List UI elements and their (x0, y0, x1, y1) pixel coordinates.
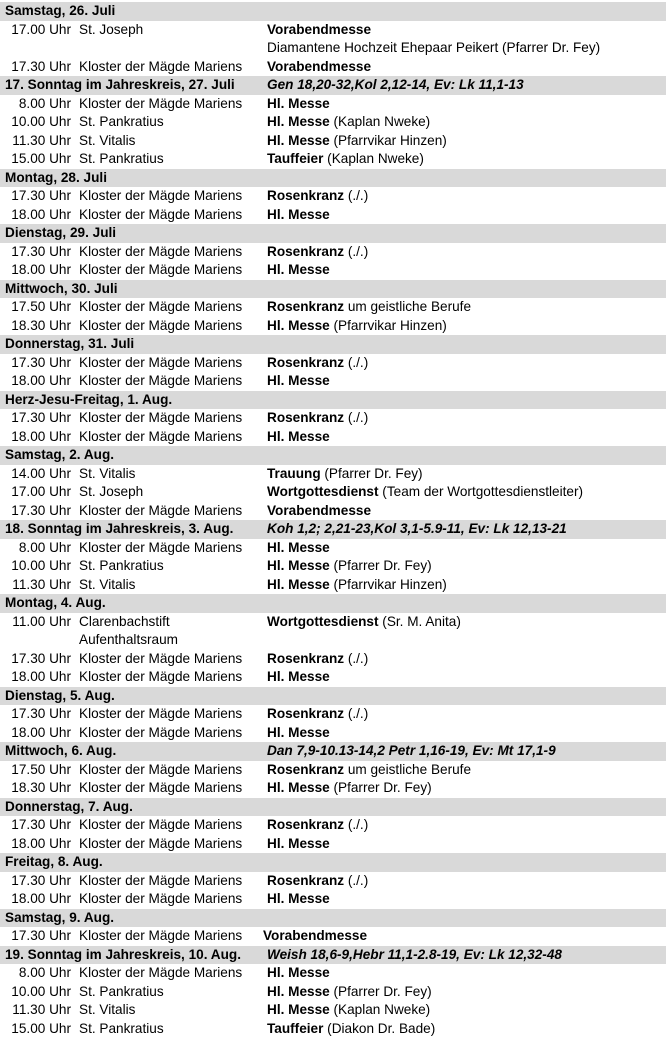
entry-time: 18.00 Uhr (11, 206, 71, 222)
entry-event-detail: (./.) (344, 706, 369, 721)
entry-place: Kloster der Mägde Mariens (79, 928, 243, 943)
entry-event-title: Hl. Messe (267, 558, 330, 573)
schedule-entry (0, 539, 666, 558)
entry-event (267, 539, 330, 558)
entry-time: 17.30 Uhr (11, 928, 71, 943)
day-title: Dienstag, 29. Juli (5, 225, 117, 240)
entry-place: St. Vitalis (79, 576, 136, 592)
entry-event-title: Vorabendmesse (267, 502, 372, 518)
day-header (0, 594, 666, 613)
entry-event (267, 428, 330, 447)
entry-place: Kloster der Mägde Mariens (79, 354, 243, 370)
entry-time: 18.00 Uhr (11, 891, 71, 906)
entry-time: 15.00 Uhr (11, 1020, 71, 1036)
entry-event-title: Trauung (267, 465, 321, 481)
day-readings: Dan 7,9-10.13-14,2 Petr 1,16-19, Ev: Mt 17,1-9 (267, 743, 556, 758)
day-readings: Weish 18,6-9,Hebr 11,1-2.8-19, Ev: Lk 12,32-48 (267, 946, 562, 962)
entry-place: Kloster der Mägde Mariens (79, 428, 243, 444)
entry-time: 10.00 Uhr (11, 114, 71, 129)
entry-event (267, 21, 371, 40)
entry-event-title: Hl. Messe (267, 95, 330, 111)
entry-event-detail: (Sr. M. Anita) (378, 613, 461, 629)
entry-place: Kloster der Mägde Mariens (79, 410, 243, 425)
entry-time: 17.30 Uhr (11, 188, 71, 203)
entry-event-detail: (./.) (344, 410, 369, 425)
entry-place: Kloster der Mägde Mariens (79, 817, 243, 832)
entry-event-title: Hl. Messe (267, 780, 330, 795)
entry-event (267, 187, 368, 206)
day-title: Samstag, 9. Aug. (5, 909, 115, 925)
entry-event (267, 317, 447, 336)
day-header (0, 224, 666, 243)
entry-event-title: Hl. Messe (267, 835, 330, 851)
entry-event (267, 668, 330, 687)
entry-time: 18.30 Uhr (11, 317, 71, 333)
day-title: Montag, 4. Aug. (5, 595, 106, 610)
entry-time: 17.30 Uhr (11, 650, 71, 666)
entry-place: Kloster der Mägde Mariens (79, 650, 243, 666)
schedule-entry (0, 409, 666, 428)
entry-time: 17.30 Uhr (11, 410, 71, 425)
schedule-entry (0, 557, 666, 576)
day-header (0, 853, 666, 872)
entry-event (267, 132, 447, 151)
entry-place: Kloster der Mägde Mariens (79, 872, 243, 888)
entry-time: 17.30 Uhr (11, 502, 71, 518)
entry-event (267, 261, 330, 280)
schedule-entry (0, 95, 666, 114)
entry-time: 8.00 Uhr (18, 965, 71, 980)
entry-time: 11.30 Uhr (12, 1002, 71, 1017)
entry-event-title: Rosenkranz (267, 354, 345, 370)
entry-event (267, 761, 471, 780)
day-title: Samstag, 2. Aug. (5, 447, 115, 462)
schedule-entry (0, 243, 666, 262)
entry-event-title: Hl. Messe (267, 539, 330, 555)
entry-event (267, 576, 447, 595)
schedule-entry (0, 261, 666, 280)
entry-time: 17.00 Uhr (11, 21, 71, 37)
entry-time: 18.00 Uhr (11, 724, 71, 740)
entry-place: Kloster der Mägde Mariens (79, 188, 243, 203)
entry-event-title: Wortgottesdienst (267, 484, 379, 499)
entry-time: 18.00 Uhr (11, 262, 71, 277)
day-title: 17. Sonntag im Jahreskreis, 27. Juli (5, 77, 235, 92)
entry-event (267, 724, 330, 743)
entry-place: St. Pankratius (79, 114, 164, 129)
entry-event (267, 1001, 430, 1020)
entry-event (267, 705, 368, 724)
entry-place: Kloster der Mägde Mariens (79, 965, 243, 980)
entry-place: Kloster der Mägde Mariens (79, 317, 243, 333)
schedule-entry (0, 576, 666, 595)
entry-event-title: Tauffeier (267, 151, 324, 166)
day-title: 18. Sonntag im Jahreskreis, 3. Aug. (5, 521, 234, 536)
entry-event-title: Hl. Messe (267, 669, 330, 684)
day-title: Montag, 28. Juli (5, 169, 107, 185)
entry-time: 18.00 Uhr (11, 373, 71, 388)
day-title: Mittwoch, 30. Juli (5, 280, 118, 296)
schedule-entry (0, 354, 666, 373)
entry-place: Kloster der Mägde Mariens (79, 780, 243, 795)
schedule-entry (0, 187, 666, 206)
entry-event-title: Rosenkranz (267, 706, 345, 721)
entry-time: 18.30 Uhr (11, 780, 71, 795)
entry-time: 18.00 Uhr (11, 428, 71, 444)
entry-event-detail: (./.) (344, 817, 369, 832)
entry-place: Kloster der Mägde Mariens (79, 835, 243, 851)
schedule-entry (0, 650, 666, 669)
entry-event (267, 872, 368, 891)
entry-event (267, 95, 330, 114)
schedule-entry (0, 613, 666, 632)
entry-event (267, 890, 330, 909)
entry-event (267, 779, 432, 798)
day-header (0, 520, 666, 539)
entry-place: St. Pankratius (79, 1020, 164, 1036)
entry-event (267, 465, 423, 484)
schedule-entry (0, 206, 666, 225)
entry-event-detail: (Pfarrvikar Hinzen) (329, 576, 447, 592)
entry-event (267, 483, 583, 502)
day-header (0, 2, 666, 21)
day-header (0, 909, 666, 928)
entry-event-title: Hl. Messe (267, 206, 330, 222)
day-header (0, 76, 666, 95)
entry-time: 10.00 Uhr (11, 983, 71, 999)
entry-event-detail: (Pfarrvikar Hinzen) (329, 132, 447, 148)
entry-time: 17.50 Uhr (11, 299, 71, 314)
schedule-entry (0, 502, 666, 521)
schedule-entry (0, 631, 666, 650)
entry-place: Kloster der Mägde Mariens (79, 206, 243, 222)
entry-event-title: Vorabendmesse (263, 928, 368, 943)
entry-time: 11.30 Uhr (12, 132, 71, 148)
entry-time: 17.30 Uhr (11, 817, 71, 832)
entry-event (267, 502, 371, 521)
entry-event-title: Hl. Messe (267, 317, 330, 333)
entry-event (267, 983, 432, 1002)
entry-event (267, 113, 430, 132)
entry-time: 17.30 Uhr (11, 706, 71, 721)
entry-time: 14.00 Uhr (11, 465, 71, 481)
entry-event-detail: (Kaplan Nweke) (323, 151, 424, 166)
entry-event-detail: um geistliche Berufe (344, 299, 471, 314)
entry-event-title: Hl. Messe (267, 132, 330, 148)
entry-place: Kloster der Mägde Mariens (79, 299, 243, 314)
entry-event-title: Vorabendmesse (267, 21, 372, 37)
entry-time: 8.00 Uhr (18, 95, 71, 111)
schedule-entry (0, 890, 666, 909)
schedule-entry (0, 150, 666, 169)
entry-place: St. Vitalis (79, 1002, 136, 1017)
entry-time: 11.00 Uhr (12, 613, 71, 629)
schedule-entry (0, 668, 666, 687)
entry-time: 17.50 Uhr (11, 761, 71, 777)
entry-event (267, 298, 471, 317)
entry-place: St. Pankratius (79, 151, 164, 166)
day-title: Mittwoch, 6. Aug. (5, 743, 117, 758)
entry-event-title: Vorabendmesse (267, 58, 372, 74)
day-readings: Gen 18,20-32,Kol 2,12-14, Ev: Lk 11,1-13 (267, 77, 524, 92)
entry-event-detail: (Diakon Dr. Bade) (323, 1020, 436, 1036)
day-header (0, 335, 666, 354)
entry-event (267, 354, 368, 373)
entry-event-title: Hl. Messe (267, 373, 330, 388)
entry-event-detail: (Team der Wortgottesdienstleiter) (378, 484, 584, 499)
entry-event-detail: (./.) (344, 188, 369, 203)
entry-place: Kloster der Mägde Mariens (79, 706, 243, 721)
entry-event-detail: (Pfarrer Dr. Fey) (329, 558, 432, 573)
entry-place: St. Vitalis (79, 465, 136, 481)
schedule-entry (0, 483, 666, 502)
entry-time: 17.30 Uhr (11, 872, 71, 888)
entry-place: St. Vitalis (79, 132, 136, 148)
schedule-entry (0, 983, 666, 1002)
day-header (0, 742, 666, 761)
entry-place: Clarenbachstift (79, 613, 170, 629)
entry-event-detail: um geistliche Berufe (344, 761, 471, 777)
entry-event (267, 613, 461, 632)
schedule-list (0, 2, 666, 1038)
schedule-entry (0, 372, 666, 391)
entry-event (267, 964, 330, 983)
schedule-entry (0, 761, 666, 780)
entry-event (267, 816, 368, 835)
schedule-entry (0, 779, 666, 798)
schedule-entry (0, 132, 666, 151)
schedule-entry (0, 298, 666, 317)
entry-event (267, 243, 368, 262)
entry-place: Kloster der Mägde Mariens (79, 502, 243, 518)
entry-event-detail: (./.) (344, 872, 369, 888)
schedule-entry (0, 21, 666, 40)
entry-event (267, 650, 368, 669)
entry-time: 17.00 Uhr (11, 484, 71, 499)
entry-event-detail: (Pfarrer Dr. Fey) (329, 780, 432, 795)
entry-place: St. Joseph (79, 21, 144, 37)
day-header (0, 169, 666, 188)
schedule-entry (0, 705, 666, 724)
entry-event-title: Tauffeier (267, 1020, 324, 1036)
entry-time: 10.00 Uhr (11, 558, 71, 573)
entry-place: Kloster der Mägde Mariens (79, 243, 243, 259)
day-header (0, 687, 666, 706)
entry-event (267, 58, 371, 77)
entry-event-detail: (Kaplan Nweke) (329, 1002, 431, 1017)
day-header (0, 798, 666, 817)
entry-event (267, 150, 424, 169)
entry-event-title: Rosenkranz (267, 299, 345, 314)
entry-place: Kloster der Mägde Mariens (79, 262, 243, 277)
entry-event-title: Rosenkranz (267, 761, 345, 777)
day-header (0, 391, 666, 410)
entry-event-title: Hl. Messe (267, 891, 330, 906)
entry-event-title: Rosenkranz (267, 817, 345, 832)
entry-place: Kloster der Mägde Mariens (79, 761, 243, 777)
day-header (0, 446, 666, 465)
entry-event-title: Rosenkranz (267, 410, 345, 425)
entry-event (267, 1020, 435, 1039)
entry-event-title: Hl. Messe (267, 428, 330, 444)
schedule-entry (0, 465, 666, 484)
entry-place: Kloster der Mägde Mariens (79, 95, 243, 111)
schedule-entry (0, 317, 666, 336)
entry-place: St. Joseph (79, 484, 144, 499)
day-title: Donnerstag, 7. Aug. (5, 798, 133, 814)
entry-event-title: Hl. Messe (267, 965, 330, 980)
schedule-entry (0, 872, 666, 891)
entry-event (267, 409, 368, 428)
entry-event-title: Hl. Messe (267, 724, 330, 740)
day-title: 19. Sonntag im Jahreskreis, 10. Aug. (5, 946, 241, 962)
entry-time: 17.30 Uhr (11, 243, 71, 259)
day-readings: Koh 1,2; 2,21-23,Kol 3,1-5.9-11, Ev: Lk 12,13-21 (267, 521, 567, 536)
entry-event-title: Hl. Messe (267, 114, 330, 129)
schedule-entry (0, 428, 666, 447)
schedule-entry (0, 1001, 666, 1020)
entry-event-title: Hl. Messe (267, 1002, 330, 1017)
entry-place: Aufenthaltsraum (79, 632, 178, 647)
schedule-entry (0, 113, 666, 132)
entry-event-detail: Diamantene Hochzeit Ehepaar Peikert (Pfarrer Dr. Fey) (267, 40, 601, 55)
day-title: Freitag, 8. Aug. (5, 854, 103, 869)
schedule-entry (0, 816, 666, 835)
entry-event (267, 206, 330, 225)
entry-event-detail: (./.) (344, 650, 369, 666)
entry-event-detail: (Pfarrvikar Hinzen) (329, 317, 447, 333)
schedule-entry (0, 724, 666, 743)
day-header (0, 280, 666, 299)
entry-time: 17.30 Uhr (11, 58, 71, 74)
entry-time: 11.30 Uhr (12, 576, 71, 592)
day-title: Donnerstag, 31. Juli (5, 336, 135, 351)
entry-event-title: Hl. Messe (267, 262, 330, 277)
day-header (0, 946, 666, 965)
schedule-entry (0, 964, 666, 983)
entry-place: Kloster der Mägde Mariens (79, 669, 243, 684)
entry-event (267, 835, 330, 854)
entry-event (267, 557, 432, 576)
day-title: Dienstag, 5. Aug. (5, 687, 115, 703)
entry-event-detail: (Kaplan Nweke) (329, 114, 431, 129)
day-title: Samstag, 26. Juli (5, 3, 116, 18)
entry-event-title: Rosenkranz (267, 188, 345, 203)
entry-time: 8.00 Uhr (18, 539, 71, 555)
entry-place: Kloster der Mägde Mariens (79, 58, 243, 74)
entry-event-title: Rosenkranz (267, 872, 345, 888)
entry-event-detail: (Pfarrer Dr. Fey) (329, 983, 432, 999)
day-title: Herz-Jesu-Freitag, 1. Aug. (5, 391, 173, 407)
entry-event-title: Hl. Messe (267, 983, 330, 999)
entry-place: Kloster der Mägde Mariens (79, 539, 243, 555)
entry-event (263, 927, 367, 946)
entry-place: St. Pankratius (79, 558, 164, 573)
schedule-entry (0, 1020, 666, 1039)
entry-place: Kloster der Mägde Mariens (79, 891, 243, 906)
entry-place: Kloster der Mägde Mariens (79, 373, 243, 388)
entry-event-detail: (./.) (344, 354, 369, 370)
entry-event-detail: (Pfarrer Dr. Fey) (320, 465, 423, 481)
entry-time: 15.00 Uhr (11, 151, 71, 166)
schedule-entry (0, 39, 666, 58)
entry-event-detail: (./.) (344, 243, 369, 259)
entry-event (267, 372, 330, 391)
schedule-entry (0, 927, 666, 946)
entry-time: 18.00 Uhr (11, 669, 71, 684)
schedule-entry (0, 835, 666, 854)
entry-time: 17.30 Uhr (11, 354, 71, 370)
entry-event-title: Rosenkranz (267, 243, 345, 259)
entry-time: 18.00 Uhr (11, 835, 71, 851)
entry-event-title: Rosenkranz (267, 650, 345, 666)
entry-event (267, 39, 600, 58)
entry-place: Kloster der Mägde Mariens (79, 724, 243, 740)
schedule-entry (0, 58, 666, 77)
entry-event-title: Wortgottesdienst (267, 613, 379, 629)
entry-place: St. Pankratius (79, 983, 164, 999)
entry-event-title: Hl. Messe (267, 576, 330, 592)
